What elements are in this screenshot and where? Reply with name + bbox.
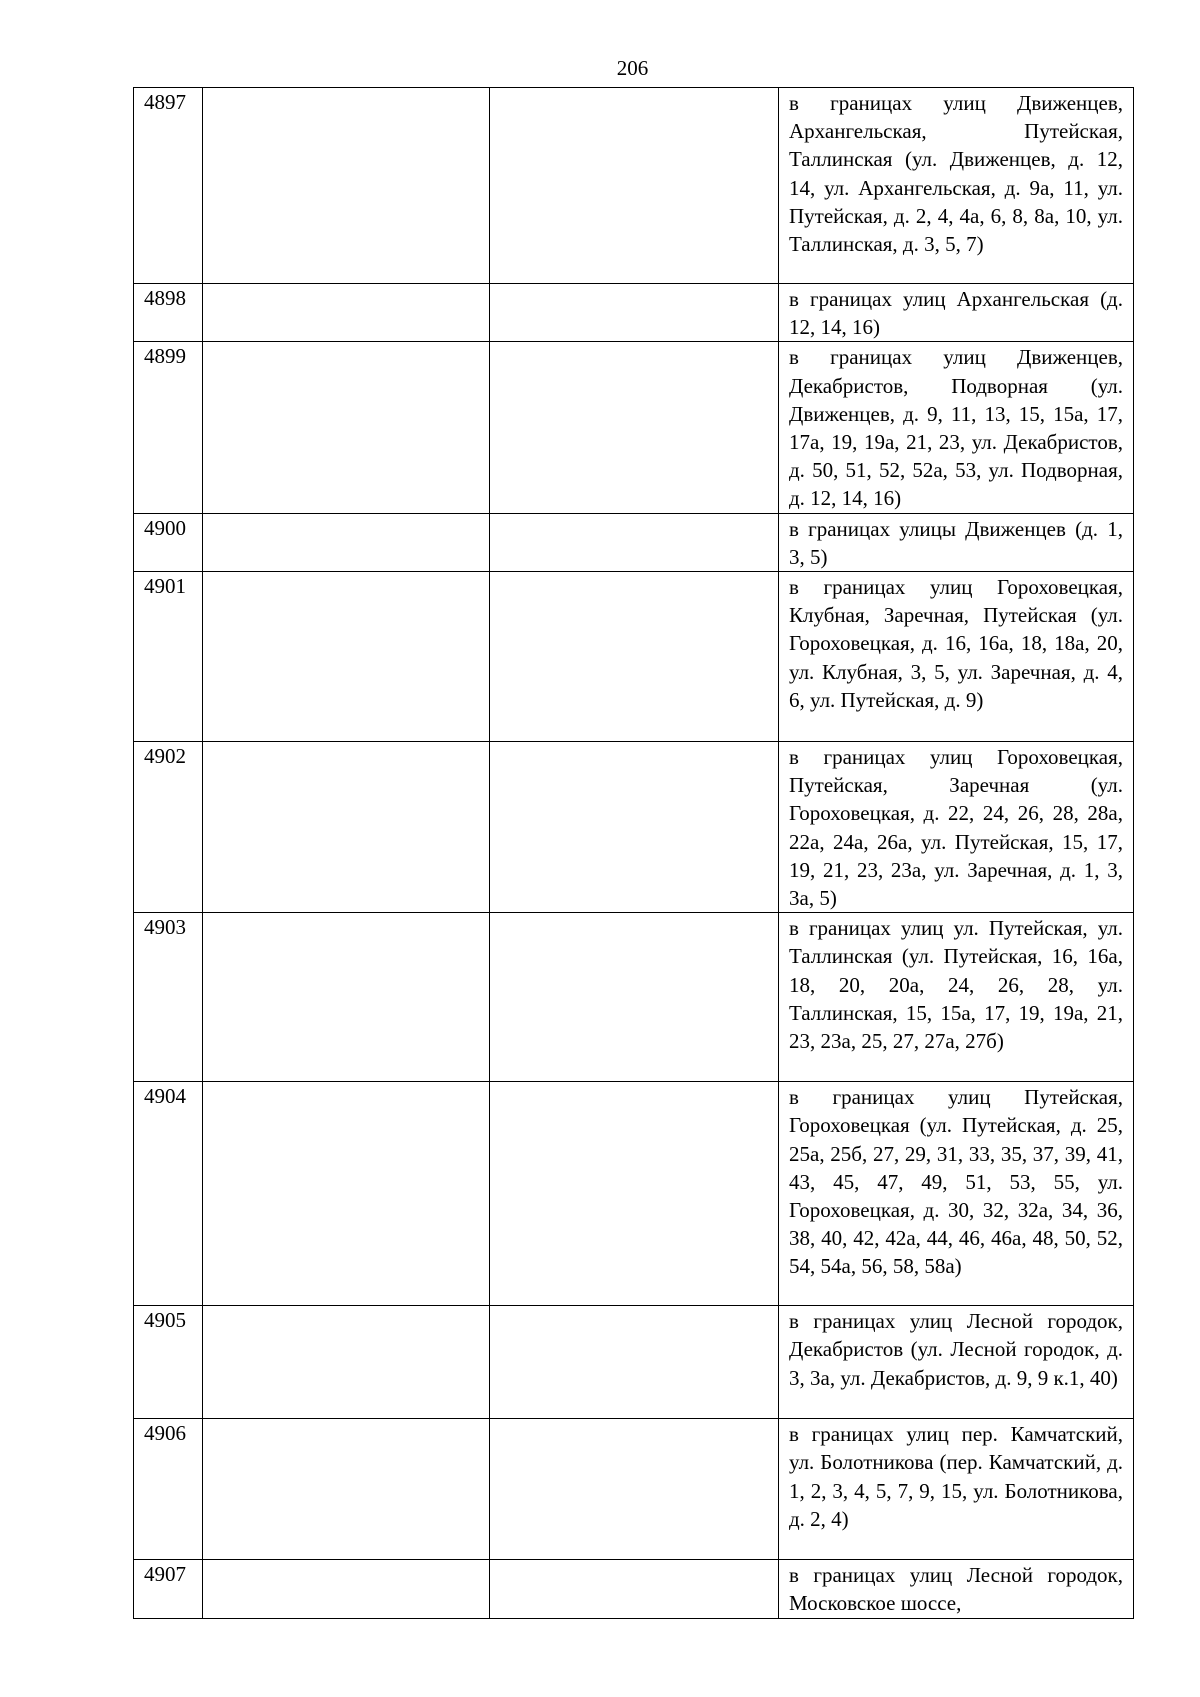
page-number: 206 xyxy=(616,56,649,80)
address-description: в границах улиц пер. Камчатский, ул. Болотникова (пер. Камчатский, д. 1, 2, 3, 4, 5, 7, 9, 15, ул. Болотникова, д. 2, 4) xyxy=(779,1419,1134,1560)
table-row xyxy=(134,1419,1134,1560)
address-table xyxy=(133,87,1134,1619)
empty-cell xyxy=(203,1306,490,1419)
address-description: в границах улиц Движенцев, Декабристов, Подворная (ул. Движенцев, д. 9, 11, 13, 15, 15а, 17, 17а, 19, 19а, 21, 23, ул. Декабристов, д. 50, 51, 52, 52а, 53, ул. Подворная, д. 12, 14, 16) xyxy=(779,342,1134,513)
row-number: 4906 xyxy=(134,1419,203,1560)
row-number: 4901 xyxy=(134,572,203,742)
table-row xyxy=(134,913,1134,1082)
row-number: 4897 xyxy=(134,88,203,284)
empty-cell xyxy=(203,284,490,342)
address-description: в границах улиц ул. Путейская, ул. Таллинская (ул. Путейская, 16, 16а, 18, 20, 20а, 24, 26, 28, ул. Таллинская, 15, 15а, 17, 19, 19а, 21, 23, 23а, 25, 27, 27а, 27б) xyxy=(779,913,1134,1082)
empty-cell xyxy=(203,913,490,1082)
empty-cell xyxy=(490,742,779,913)
empty-cell xyxy=(490,284,779,342)
empty-cell xyxy=(490,1419,779,1560)
address-description: в границах улицы Движенцев (д. 1, 3, 5) xyxy=(779,513,1134,571)
address-description: в границах улиц Гороховецкая, Путейская, Заречная (ул. Гороховецкая, д. 22, 24, 26, 28, 28а, 22а, 24а, 26а, ул. Путейская, 15, 17, 19, 21, 23, 23а, ул. Заречная, д. 1, 3, 3а, 5) xyxy=(779,742,1134,913)
table-row xyxy=(134,742,1134,913)
empty-cell xyxy=(490,88,779,284)
empty-cell xyxy=(490,1560,779,1619)
address-description: в границах улиц Архангельская (д. 12, 14, 16) xyxy=(779,284,1134,342)
empty-cell xyxy=(203,1419,490,1560)
address-description: в границах улиц Гороховецкая, Клубная, Заречная, Путейская (ул. Гороховецкая, д. 16, 16а, 18, 18а, 20, ул. Клубная, 3, 5, ул. Заречная, д. 4, 6, ул. Путейская, д. 9) xyxy=(779,572,1134,742)
empty-cell xyxy=(490,513,779,571)
empty-cell xyxy=(203,1082,490,1306)
address-description: в границах улиц Путейская, Гороховецкая (ул. Путейская, д. 25, 25а, 25б, 27, 29, 31, 33, 35, 37, 39, 41, 43, 45, 47, 49, 51, 53, 55, ул. Гороховецкая, д. 30, 32, 32а, 34, 36, 38, 40, 42, 42а, 44, 46, 46а, 48, 50, 52, 54, 54а, 56, 58, 58а) xyxy=(779,1082,1134,1306)
row-number: 4905 xyxy=(134,1306,203,1419)
empty-cell xyxy=(490,913,779,1082)
empty-cell xyxy=(490,1306,779,1419)
table-row xyxy=(134,88,1134,284)
empty-cell xyxy=(490,1082,779,1306)
empty-cell xyxy=(490,572,779,742)
address-description: в границах улиц Движенцев, Архангельская, Путейская, Таллинская (ул. Движенцев, д. 12, 14, ул. Архангельская, д. 9а, 11, ул. Путейская, д. 2, 4, 4а, 6, 8, 8а, 10, ул. Таллинская, д. 3, 5, 7) xyxy=(779,88,1134,284)
row-number: 4902 xyxy=(134,742,203,913)
table-row xyxy=(134,1306,1134,1419)
table-row xyxy=(134,284,1134,342)
row-number: 4898 xyxy=(134,284,203,342)
table-row xyxy=(134,1560,1134,1619)
empty-cell xyxy=(203,572,490,742)
row-number: 4904 xyxy=(134,1082,203,1306)
empty-cell xyxy=(203,513,490,571)
table-row xyxy=(134,572,1134,742)
table-row xyxy=(134,1082,1134,1306)
row-number: 4899 xyxy=(134,342,203,513)
row-number: 4900 xyxy=(134,513,203,571)
empty-cell xyxy=(490,342,779,513)
row-number: 4903 xyxy=(134,913,203,1082)
row-number: 4907 xyxy=(134,1560,203,1619)
empty-cell xyxy=(203,88,490,284)
table-row xyxy=(134,342,1134,513)
address-description: в границах улиц Лесной городок, Московское шоссе, xyxy=(779,1560,1134,1619)
empty-cell xyxy=(203,742,490,913)
table-row xyxy=(134,513,1134,571)
empty-cell xyxy=(203,1560,490,1619)
address-description: в границах улиц Лесной городок, Декабристов (ул. Лесной городок, д. 3, 3а, ул. Декабристов, д. 9, 9 к.1, 40) xyxy=(779,1306,1134,1419)
empty-cell xyxy=(203,342,490,513)
